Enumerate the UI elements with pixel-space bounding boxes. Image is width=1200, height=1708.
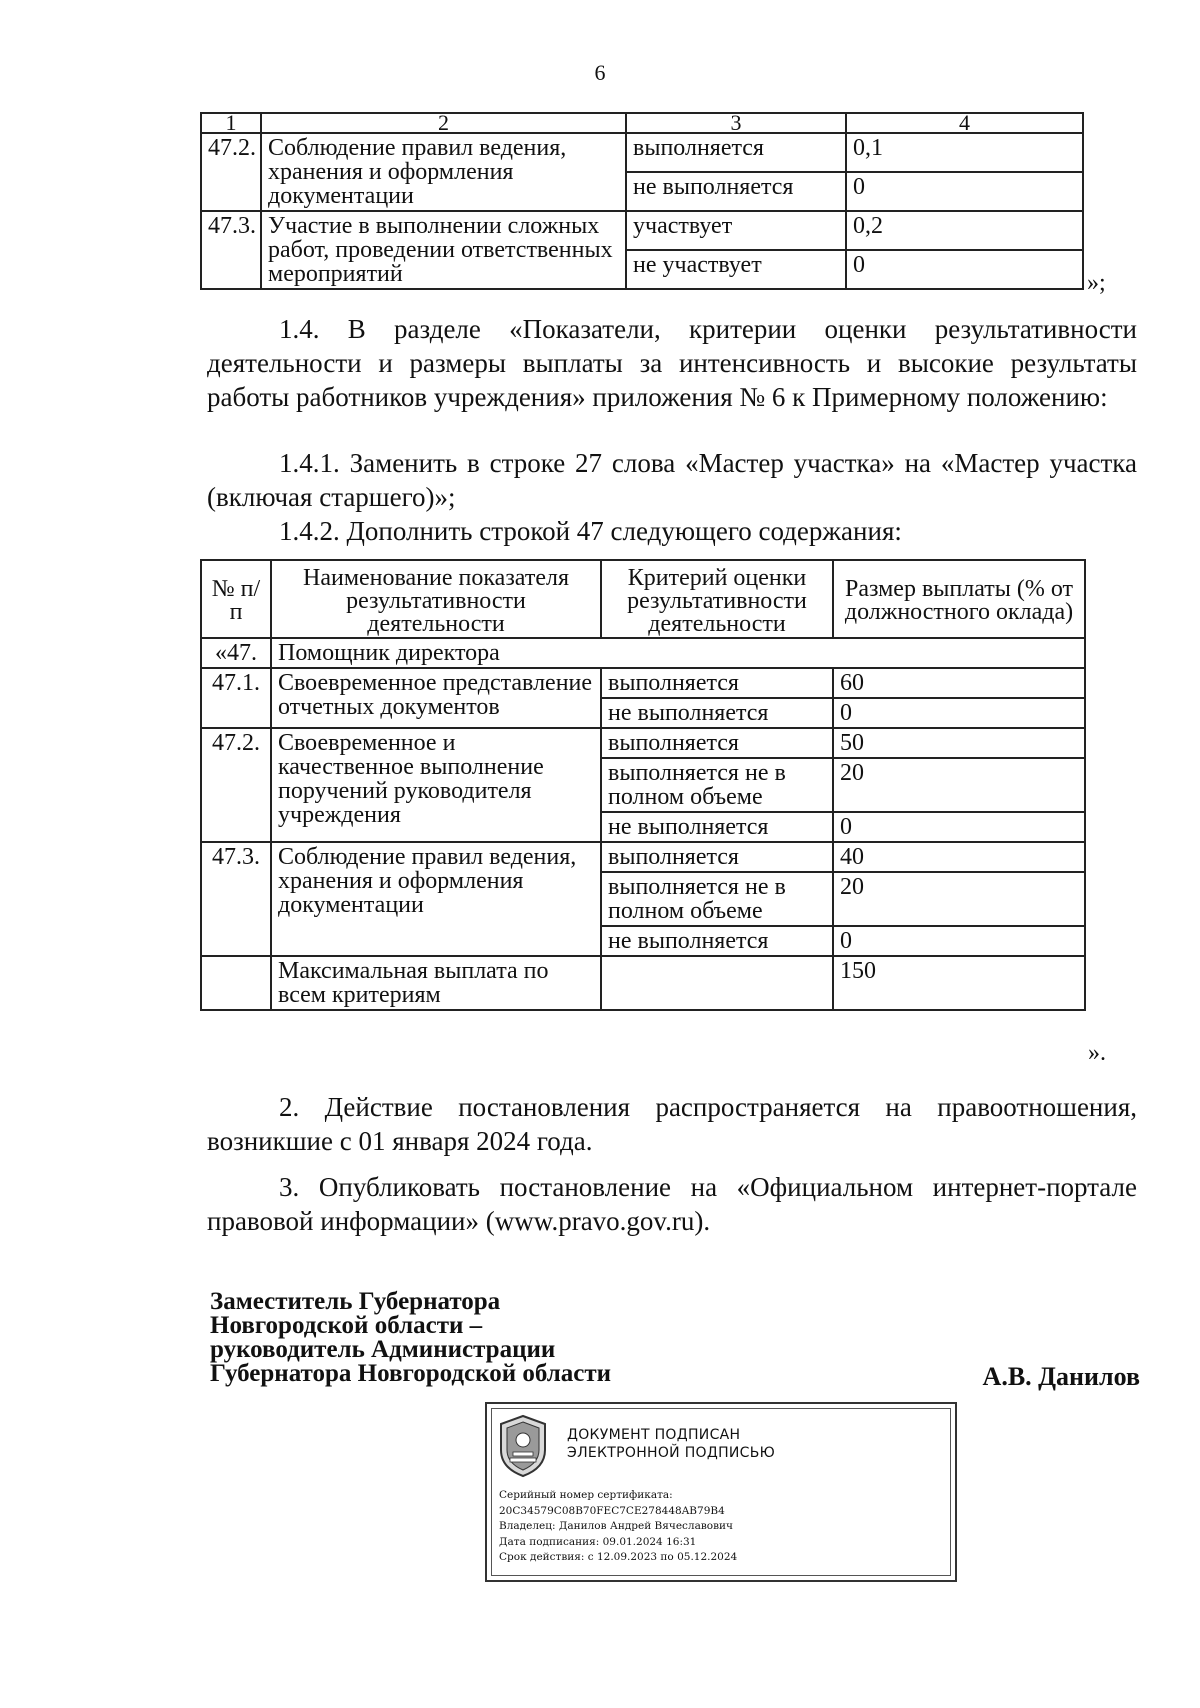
stamp-title-line: ЭЛЕКТРОННОЙ ПОДПИСЬЮ [567, 1445, 776, 1461]
indicator-name: Участие в выполнении сложных работ, проведении ответственных мероприятий [261, 211, 626, 289]
criteria-table-continuation [200, 112, 1084, 290]
criterion-value: 20 [833, 872, 1085, 926]
paragraph-1-4: 1.4. В разделе «Показатели, критерии оценки результативности деятельности и размеры выплаты за интенсивность и высокие результаты работы работников учреждения» приложения № 6 к Примерному положению: [207, 314, 1137, 412]
criterion-label: выполняется не в полном объеме [601, 758, 833, 812]
row-number: 47.2. [201, 133, 261, 211]
indicator-name: Соблюдение правил ведения, хранения и оформления документации [271, 842, 601, 956]
table1-closing-quote: »; [1087, 270, 1106, 296]
stamp-title [567, 1426, 775, 1462]
certificate-owner: Владелец: Данилов Андрей Вячеславович [499, 1520, 733, 1532]
empty-cell [601, 956, 833, 1010]
paragraph-3: 3. Опубликовать постановление на «Официальном интернет-портале правовой информации» (www.pravo.gov.ru). [207, 1172, 1137, 1236]
table-row [201, 133, 1083, 172]
paragraph-1-4-1: 1.4.1. Заменить в строке 27 слова «Мастер участка» на «Мастер участка (включая старшего)»; [207, 448, 1137, 512]
stamp-title-line: ДОКУМЕНТ ПОДПИСАН [567, 1427, 741, 1443]
signing-date: Дата подписания: 09.01.2024 16:31 [499, 1535, 697, 1548]
criterion-label: не выполняется [626, 172, 846, 211]
header-criterion: Критерий оценки результативности деятельности [601, 560, 833, 638]
criterion-label: участвует [626, 211, 846, 250]
table-row [201, 211, 1083, 250]
header-payment-size: Размер выплаты (% от должностного оклада) [833, 560, 1085, 638]
criterion-value: 0 [833, 698, 1085, 728]
header-indicator-name: Наименование показателя результативности деятельности [271, 560, 601, 638]
paragraph-2: 2. Действие постановления распространяется на правоотношения, возникшие с 01 января 2024 года. [207, 1092, 1137, 1156]
certificate-serial-label: Серийный номер сертификата: [499, 1489, 673, 1501]
certificate-validity: Срок действия: с 12.09.2023 по 05.12.2024 [499, 1551, 738, 1563]
criterion-label: выполняется не в полном объеме [601, 872, 833, 926]
header-number: № п/п [201, 560, 271, 638]
assistant-director-criteria-table [200, 559, 1086, 1011]
criterion-label: выполняется [601, 728, 833, 758]
max-payment-value: 150 [833, 956, 1085, 1010]
criterion-label: не участвует [626, 250, 846, 289]
table-header-row [201, 560, 1085, 638]
row-number: 47.3. [201, 842, 271, 956]
criterion-label: выполняется [601, 842, 833, 872]
section-row [201, 638, 1085, 668]
table-row [201, 728, 1085, 758]
criterion-value: 0 [833, 926, 1085, 956]
criterion-label: выполняется [601, 668, 833, 698]
table-row [201, 842, 1085, 872]
criterion-value: 0 [846, 172, 1083, 211]
section-number: «47. [201, 638, 271, 668]
column-number-1: 1 [201, 113, 261, 133]
criterion-value: 50 [833, 728, 1085, 758]
row-number: 47.1. [201, 668, 271, 728]
indicator-name: Своевременное представление отчетных документов [271, 668, 601, 728]
criterion-value: 0,2 [846, 211, 1083, 250]
stamp-details [499, 1488, 737, 1566]
table2-closing-quote: ». [1088, 1040, 1106, 1066]
page-number: 6 [594, 60, 606, 85]
section-title: Помощник директора [271, 638, 1085, 668]
max-payment-label: Максимальная выплата по всем критериям [271, 956, 601, 1010]
indicator-name: Соблюдение правил ведения, хранения и оформления документации [261, 133, 626, 211]
criterion-value: 0,1 [846, 133, 1083, 172]
paragraph-1-4-2: 1.4.2. Дополнить строкой 47 следующего содержания: [279, 516, 902, 546]
criterion-value: 0 [833, 812, 1085, 842]
electronic-signature-stamp [485, 1402, 957, 1582]
criterion-value: 60 [833, 668, 1085, 698]
coat-of-arms-icon [497, 1414, 549, 1478]
criterion-value: 20 [833, 758, 1085, 812]
indicator-name: Своевременное и качественное выполнение поручений руководителя учреждения [271, 728, 601, 842]
criterion-label: выполняется [626, 133, 846, 172]
criterion-label: не выполняется [601, 926, 833, 956]
max-payment-row [201, 956, 1085, 1010]
signer-title-line: Губернатора Новгородской области [210, 1360, 612, 1387]
signer-title-line: Заместитель Губернатора [210, 1288, 501, 1315]
signer-name: А.В. Данилов [982, 1362, 1140, 1391]
row-number: 47.2. [201, 728, 271, 842]
certificate-serial: 20C34579C08B70FEC7CE278448AB79B4 [499, 1504, 725, 1517]
criterion-value: 0 [846, 250, 1083, 289]
table-row [201, 668, 1085, 698]
signer-title-line: руководитель Администрации [210, 1336, 556, 1363]
table-header-row [201, 113, 1083, 133]
criterion-label: не выполняется [601, 812, 833, 842]
signer-title-line: Новгородской области – [210, 1312, 483, 1339]
criterion-value: 40 [833, 842, 1085, 872]
column-number-2: 2 [261, 113, 626, 133]
row-number: 47.3. [201, 211, 261, 289]
empty-cell [201, 956, 271, 1010]
column-number-4: 4 [846, 113, 1083, 133]
criterion-label: не выполняется [601, 698, 833, 728]
column-number-3: 3 [626, 113, 846, 133]
signer-title [210, 1290, 611, 1386]
